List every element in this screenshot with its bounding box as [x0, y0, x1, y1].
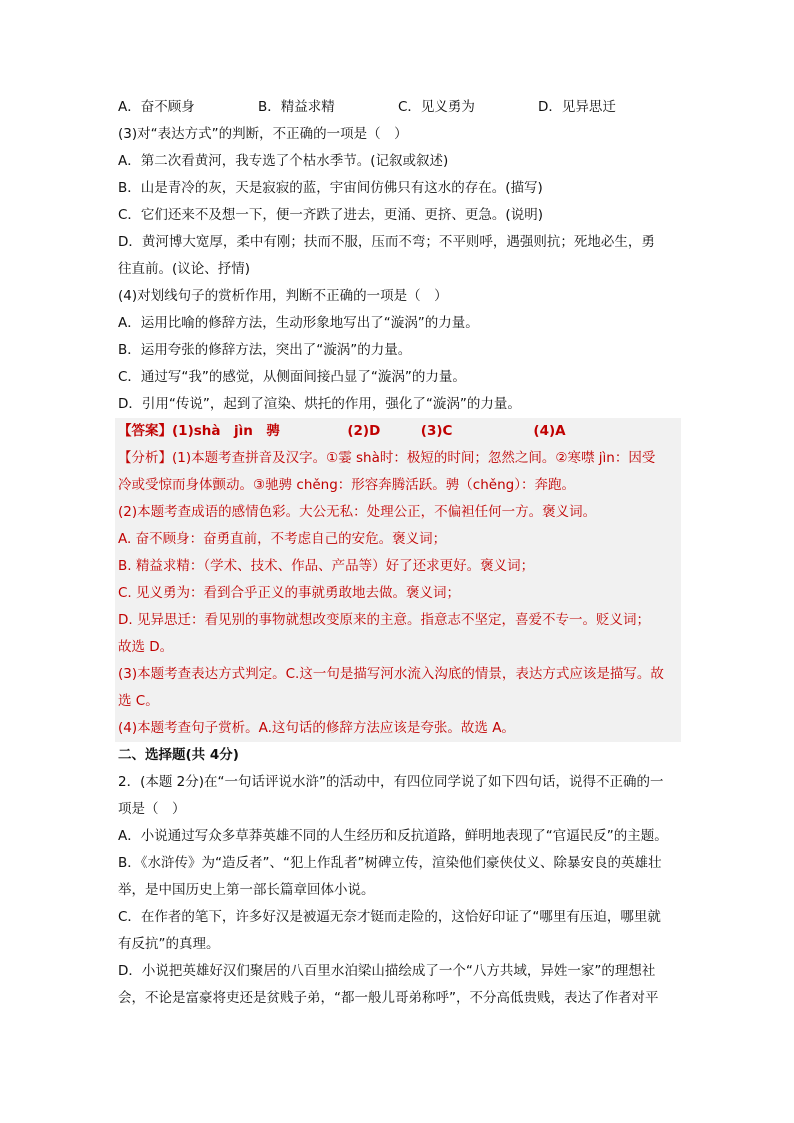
analysis-line: 【分析】(1)本题考查拼音及汉字。①霎 shà时：极短的时间；忽然之间。②寒噤 jìn：因受 [118, 450, 656, 466]
analysis-line: (2)本题考查成语的感情色彩。大公无私：处理公正，不偏袒任何一方。褒义词。 [118, 504, 597, 520]
q4-option-c: C．通过写“我”的感觉，从侧面间接凸显了“漩涡”的力量。 [118, 369, 466, 385]
question-2-line: D．小说把英雄好汉们聚居的八百里水泊梁山描绘成了一个“八方共域，异姓一家”的理想社 [118, 963, 656, 979]
question-2-line: 举，是中国历史上第一部长篇章回体小说。 [118, 882, 375, 898]
analysis-line: 故选 D。 [118, 639, 174, 655]
q4-option-b: B．运用夸张的修辞方法，突出了“漩涡”的力量。 [118, 342, 412, 358]
document-page [118, 94, 678, 1012]
option-d: D．见异思迁 [538, 99, 616, 115]
answer-line: 【答案】(1)shà jìn 骋 (2)D (3)C (4)A [118, 423, 566, 439]
analysis-line: B. 精益求精：（学术、技术、作品、产品等）好了还求更好。褒义词； [118, 558, 535, 574]
question-2-line: B．《水浒传》为“造反者”、“犯上作乱者”树碑立传，渲染他们豪侠仗义、除暴安良的英雄壮 [118, 855, 662, 871]
q3-option-a: A．第二次看黄河，我专选了个枯水季节。(记叙或叙述) [118, 153, 449, 169]
question-2-line: C．在作者的笔下，许多好汉是被逼无奈才铤而走险的，这恰好印证了“哪里有压迫，哪里就 [118, 909, 661, 925]
q3-option-b: B．山是青冷的灰，天是寂寂的蓝，宇宙间仿佛只有这水的存在。(描写) [118, 180, 543, 196]
q4-option-d: D．引用“传说”，起到了渲染、烘托的作用，强化了“漩涡”的力量。 [118, 396, 521, 412]
option-c: C．见义勇为 [398, 99, 475, 115]
answer-analysis-box [115, 418, 681, 742]
question-3-stem: (3)对“表达方式”的判断，不正确的一项是（ ） [118, 126, 408, 142]
analysis-line: (3)本题考查表达方式判定。C.这一句是描写河水流入沟底的情景，表达方式应该是描写。故 [118, 666, 664, 682]
analysis-line: (4)本题考查句子赏析。A.这句话的修辞方法应该是夸张。故选 A。 [118, 720, 515, 736]
option-b: B．精益求精 [258, 99, 335, 115]
q4-option-a: A．运用比喻的修辞方法，生动形象地写出了“漩涡”的力量。 [118, 315, 479, 331]
q3-option-d: D．黄河博大宽厚，柔中有刚；扶而不服，压而不弯；不平则呼，遇强则抗；死地必生，勇 [118, 234, 655, 250]
question-2-line: 有反抗”的真理。 [118, 936, 220, 952]
question-2-line: 会，不论是富豪将吏还是贫贱子弟，“都一般儿哥弟称呼”，不分高低贵贱，表达了作者对平 [118, 990, 659, 1006]
q3-option-d-cont: 往直前。(议论、抒情) [118, 261, 251, 277]
analysis-line: 冷或受惊而身体颤动。③驰骋 chěng：形容奔腾活跃。骋（chěng）：奔跑。 [118, 477, 575, 493]
question-2-line: A．小说通过写众多草莽英雄不同的人生经历和反抗道路，鲜明地表现了“官逼民反”的主题。 [118, 828, 668, 844]
analysis-line: 选 C。 [118, 693, 159, 709]
question-2-line: 项是（ ） [118, 801, 186, 817]
analysis-line: D. 见异思迁：看见别的事物就想改变原来的主意。指意志不坚定，喜爱不专一。贬义词； [118, 612, 650, 628]
q2-options-row [118, 94, 678, 121]
option-a: A．奋不顾身 [118, 99, 195, 115]
analysis-line: C. 见义勇为：看到合乎正义的事就勇敢地去做。褒义词； [118, 585, 461, 601]
question-2-line: 2．(本题 2分)在“一句话评说水浒”的活动中，有四位同学说了如下四句话，说得不正确的一 [118, 774, 664, 790]
section-heading: 二、选择题(共 4分) [118, 747, 239, 763]
question-4-stem: (4)对划线句子的赏析作用，判断不正确的一项是（ ） [118, 288, 448, 304]
q3-option-c: C．它们还来不及想一下，便一齐跌了进去，更涌、更挤、更急。(说明) [118, 207, 543, 223]
analysis-line: A. 奋不顾身：奋勇直前，不考虑自己的安危。褒义词； [118, 531, 447, 547]
